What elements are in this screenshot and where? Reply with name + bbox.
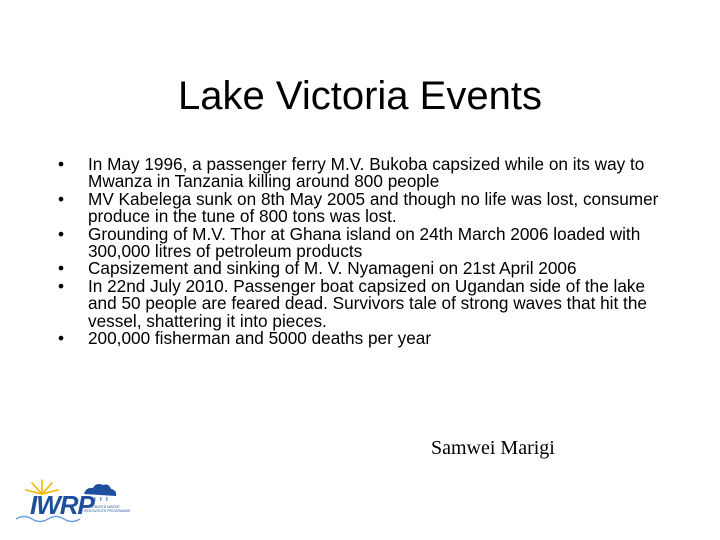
bullet-text: MV Kabelega sunk on 8th May 2005 and though no life was lost, consumer produce in the tune of 800 tons was lost.	[88, 188, 659, 227]
logo-subtitle: INTEGRATED WATER RESOURCES PROGRAMME	[84, 505, 131, 513]
bullet-item	[58, 156, 678, 191]
author-name: Samwei Marigi	[431, 437, 555, 459]
bullet-text: In 22nd July 2010. Passenger boat capsized on Ugandan side of the lake and 50 people are feared dead. Survivors tale of strong waves that hit the vessel, shattering it into pieces.	[88, 275, 647, 331]
logo-text: IWRP	[30, 490, 94, 520]
bullet-text: 200,000 fisherman and 5000 deaths per year	[88, 328, 432, 349]
bullet-glyph: •	[58, 154, 65, 174]
bullet-item	[58, 223, 678, 262]
slide-title: Lake Victoria Events	[178, 74, 542, 118]
bullet-text: In May 1996, a passenger ferry M.V. Bukoba capsized while on its way to Mwanza in Tanzania killing around 800 people	[88, 154, 645, 192]
bullet-item	[58, 330, 678, 347]
bullet-glyph: •	[58, 275, 65, 296]
bullet-item	[58, 188, 678, 227]
bullet-text: Grounding of M.V. Thor at Ghana island on 24th March 2006 loaded with 300,000 litres of petroleum products	[88, 223, 641, 262]
rain-icon	[94, 497, 108, 501]
bullet-glyph: •	[58, 188, 65, 209]
bullet-list	[58, 156, 678, 347]
bullet-glyph: •	[58, 223, 65, 244]
bullet-glyph: •	[58, 328, 65, 349]
bullet-item	[58, 275, 678, 331]
iwrp-logo	[12, 474, 142, 526]
bullet-text: Capsizement and sinking of M. V. Nyamageni on 21st April 2006	[88, 258, 577, 279]
bullet-glyph: •	[58, 258, 65, 279]
